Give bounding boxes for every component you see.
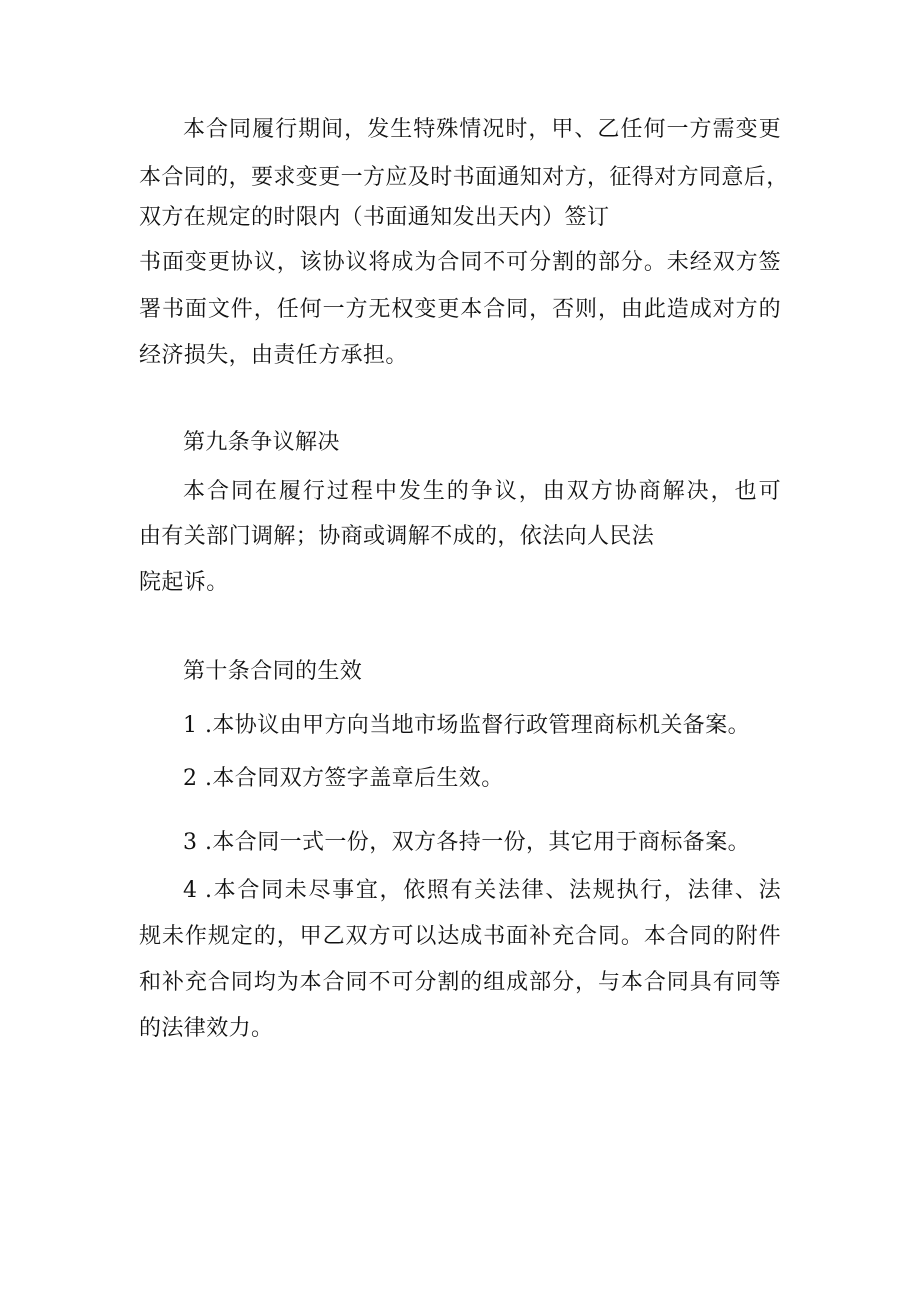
paragraph-line: 规未作规定的，甲乙双方可以达成书面补充合同。本合同的附件 (139, 924, 781, 949)
list-item (183, 764, 504, 794)
list-item-number: 3 (183, 830, 198, 855)
list-item-text: .本合同双方签字盖章后生效。 (205, 766, 504, 791)
paragraph-line: 院起诉。 (139, 570, 229, 595)
paragraph-line: 由有关部门调解；协商或调解不成的，依法向人民法 (139, 524, 655, 549)
list-item-text: .本合同未尽事宜，依照有关法律、法规执行，法律、法 (205, 878, 781, 903)
list-item-text: .本合同一式一份，双方各持一份，其它用于商标备案。 (205, 830, 750, 855)
list-item (183, 828, 750, 858)
list-item (183, 711, 750, 741)
article-9-heading: 第九条争议解决 (183, 430, 340, 455)
paragraph-line: 本合同的，要求变更一方应及时书面通知对方，征得对方同意后， (139, 165, 789, 190)
paragraph-line: 经济损失，由责任方承担。 (139, 343, 408, 368)
paragraph-line: 本合同在履行过程中发生的争议，由双方协商解决，也可 (183, 479, 781, 504)
paragraph-line: 双方在规定的时限内（书面通知发出天内）签订 (139, 205, 610, 230)
paragraph-line: 和补充合同均为本合同不可分割的组成部分，与本合同具有同等 (139, 970, 781, 995)
paragraph-line: 的法律效力。 (139, 1016, 274, 1041)
list-item-text: .本协议由甲方向当地市场监督行政管理商标机关备案。 (205, 713, 750, 738)
list-item-number: 4 (183, 878, 198, 903)
paragraph-line: 书面变更协议，该协议将成为合同不可分割的部分。未经双方签 (139, 250, 781, 275)
paragraph-line: 署书面文件，任何一方无权变更本合同，否则，由此造成对方的 (139, 297, 781, 322)
article-10-heading: 第十条合同的生效 (183, 659, 363, 684)
list-item-number: 2 (183, 766, 198, 791)
paragraph-line: 本合同履行期间，发生特殊情况时，甲、乙任何一方需变更 (183, 117, 781, 142)
list-item (183, 876, 781, 906)
list-item-number: 1 (183, 713, 198, 738)
